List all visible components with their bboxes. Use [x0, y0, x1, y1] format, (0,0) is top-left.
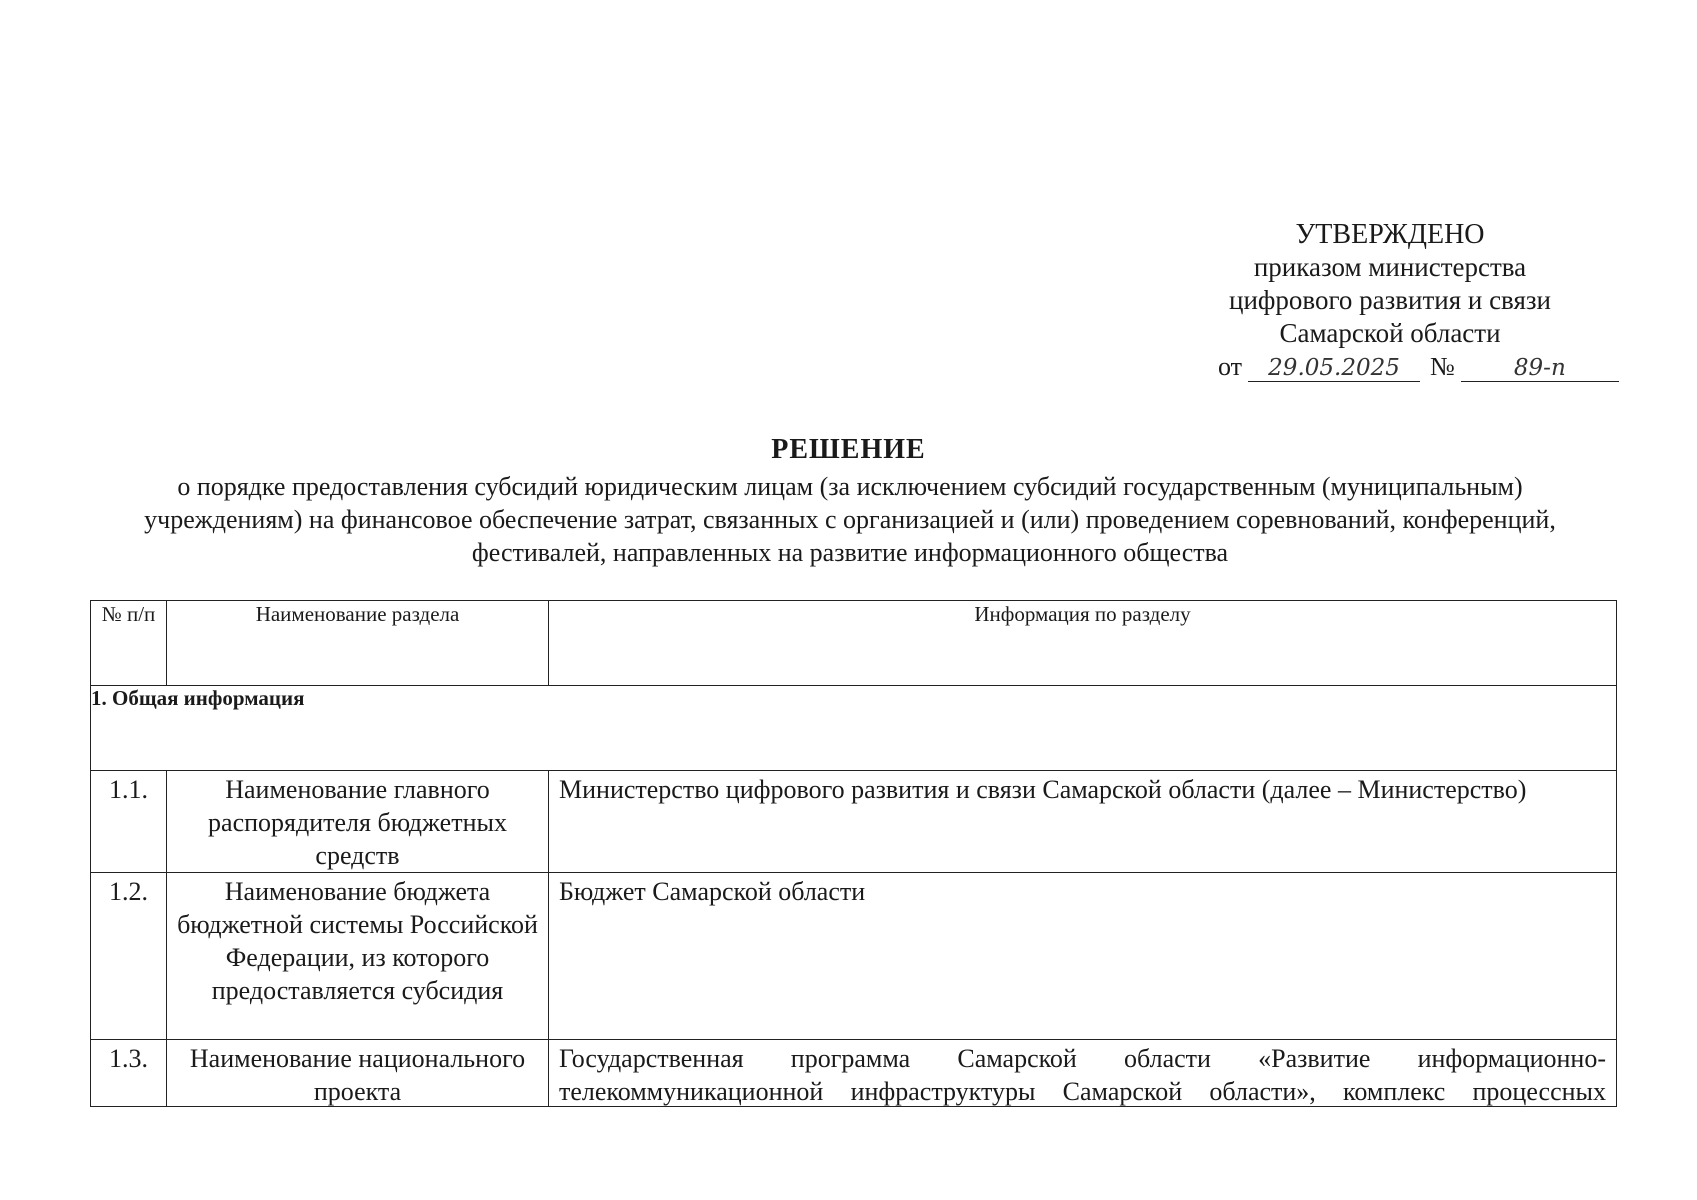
table-header-row	[91, 601, 1617, 686]
row-name: Наименование национального проекта	[189, 1044, 526, 1106]
order-date: 29.05.2025	[1248, 355, 1420, 382]
table-row	[91, 771, 1617, 873]
row-info: Государственная программа Самарской области «Развитие информационно-телекоммуникационной инфраструктуры Самарской области», комплекс процессных	[559, 1044, 1606, 1106]
order-number: 89-п	[1461, 355, 1619, 382]
document-title: РЕШЕНИЕ	[771, 434, 926, 465]
row-name: Наименование бюджета бюджетной системы Российской Федерации, из которого предоставляется субсидия	[167, 873, 549, 1040]
row-number: 1.1.	[91, 771, 167, 873]
approval-heading: УТВЕРЖДЕНО	[1295, 219, 1485, 250]
document-subtitle: о порядке предоставления субсидий юридическим лицам (за исключением субсидий государственным (муниципальным) учреждениям) на финансовое обеспечение затрат, связанных с организацией и (или) проведением соревнований, конференций, фестивалей, направленных на развитие информационного общества	[144, 472, 1556, 567]
row-number: 1.2.	[91, 873, 167, 1040]
row-info: Бюджет Самарской области	[549, 873, 1617, 1040]
table-row	[91, 1040, 1617, 1107]
header-info: Информация по разделу	[549, 601, 1617, 686]
sections-table	[90, 600, 1617, 1107]
approval-stamp	[1210, 218, 1570, 350]
order-reference	[1218, 352, 1619, 382]
section-title: 1. Общая информация	[91, 686, 1617, 771]
table-row	[91, 873, 1617, 1040]
header-num: № п/п	[91, 601, 167, 686]
approval-line-2: цифрового развития и связи	[1229, 285, 1551, 315]
row-number: 1.3.	[91, 1040, 167, 1107]
header-name: Наименование раздела	[167, 601, 549, 686]
number-prefix: №	[1430, 352, 1455, 381]
row-name: Наименование главного распорядителя бюджетных средств	[167, 771, 549, 873]
section-row	[91, 686, 1617, 771]
approval-line-3: Самарской области	[1279, 318, 1501, 348]
row-info: Министерство цифрового развития и связи Самарской области (далее – Министерство)	[549, 771, 1617, 873]
approval-line-1: приказом министерства	[1253, 252, 1527, 282]
date-prefix: от	[1218, 352, 1243, 381]
